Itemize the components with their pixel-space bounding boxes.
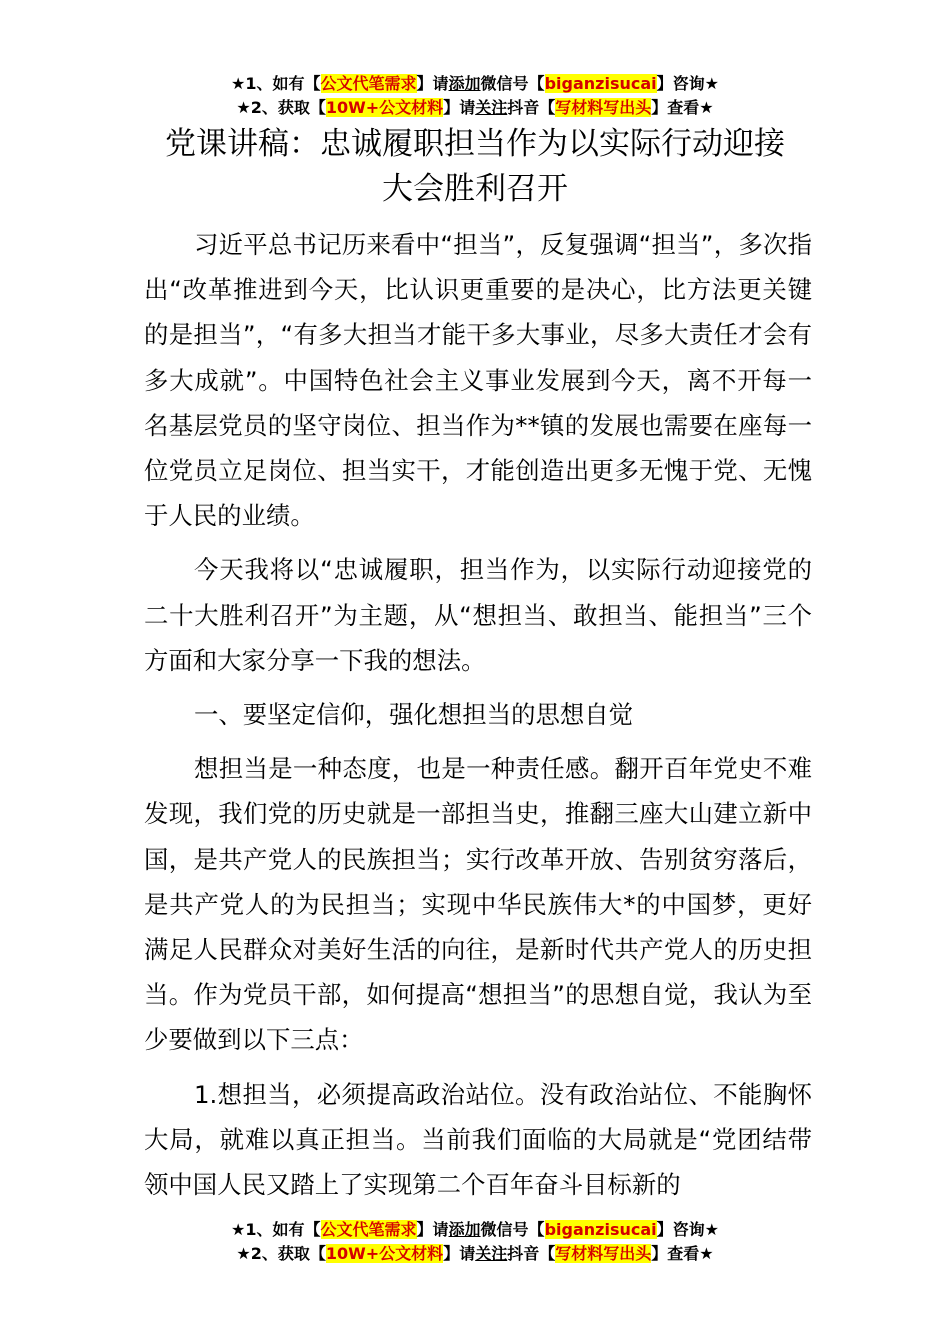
- banner-highlight: 公文代笔需求: [320, 74, 417, 93]
- banner-wechat-id: biganzisucai: [544, 74, 657, 93]
- paragraph: 1.想担当，必须提高政治站位。没有政治站位、不能胸怀大局，就难以真正担当。当前我们面临的大局就是“党团结带领中国人民又踏上了实现第二个百年奋斗目标新的: [144, 1079, 812, 1200]
- header-banner: [0, 72, 950, 120]
- footer-banner: [0, 1218, 950, 1266]
- banner-highlight: 10W+公文材料: [325, 1244, 444, 1263]
- banner-highlight: 10W+公文材料: [325, 98, 444, 117]
- document-body: [144, 222, 812, 1216]
- banner-line-1: ★1、如有【公文代笔需求】请添加微信号【biganzisucai】咨询★: [231, 1220, 719, 1239]
- banner-line-2: ★2、获取【10W+公文材料】请关注抖音【写材料写出头】查看★: [236, 98, 714, 117]
- banner-line-2: ★2、获取【10W+公文材料】请关注抖音【写材料写出头】查看★: [236, 1244, 714, 1263]
- banner-douyin-id: 写材料写出头: [555, 1244, 652, 1263]
- banner-line-1: ★1、如有【公文代笔需求】请添加微信号【biganzisucai】咨询★: [231, 74, 719, 93]
- section-heading: 一、要坚定信仰，强化想担当的思想自觉: [194, 700, 634, 730]
- document-title: 党课讲稿：忠诚履职担当作为以实际行动迎接大会胜利召开: [165, 126, 785, 207]
- banner-douyin-id: 写材料写出头: [555, 98, 652, 117]
- paragraph: 习近平总书记历来看中“担当”，反复强调“担当”，多次指出“改革推进到今天，比认识更重要的是决心，比方法更关键的是担当”，“有多大担当才能干多大事业，尽多大责任才会有多大成就”。中国特色社会主义事业发展到今天，离不开每一名基层党员的坚守岗位、担当作为**镇的发展也需要在座每一位党员立足岗位、担当实干，才能创造出更多无愧于党、无愧于人民的业绩。: [144, 230, 812, 531]
- paragraph: 今天我将以“忠诚履职，担当作为，以实际行动迎接党的二十大胜利召开”为主题，从“想担当、敢担当、能担当”三个方面和大家分享一下我的想法。: [144, 555, 812, 675]
- banner-wechat-id: biganzisucai: [544, 1220, 657, 1239]
- banner-highlight: 公文代笔需求: [320, 1220, 417, 1239]
- paragraph: 想担当是一种态度，也是一种责任感。翻开百年党史不难发现，我们党的历史就是一部担当史，推翻三座大山建立新中国，是共产党人的民族担当；实行改革开放、告别贫穷落后，是共产党人的为民担当；实现中华民族伟大*的中国梦，更好满足人民群众对美好生活的向往，是新时代共产党人的历史担当。作为党员干部，如何提高“想担当”的思想自觉，我认为至少要做到以下三点：: [144, 754, 812, 1055]
